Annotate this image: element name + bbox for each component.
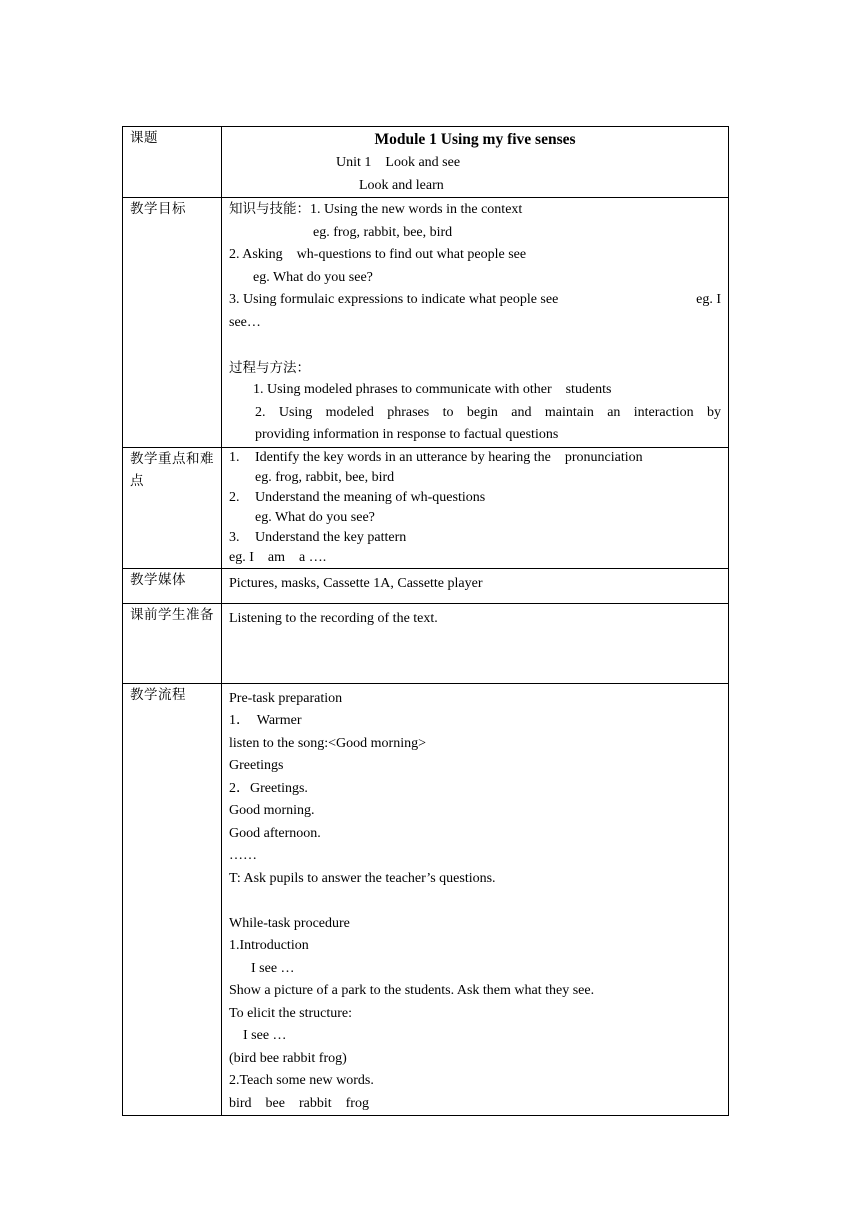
key-points-row <box>123 447 729 568</box>
process-line-2: 2. Using modeled phrases to begin and maintain an interaction by <box>255 404 721 420</box>
objective-line-1 <box>229 198 721 222</box>
key-points-content <box>222 447 729 568</box>
topic-label: 课题 <box>123 127 222 198</box>
flow-line: T: Ask pupils to answer the teacher’s questions. <box>229 870 496 886</box>
flow-line: 1． Warmer <box>229 713 302 728</box>
key-point-2-eg: eg. What do you see? <box>255 509 375 525</box>
flow-line: bird bee rabbit frog <box>229 1095 369 1111</box>
objective-line-5 <box>229 289 721 312</box>
objectives-row <box>123 198 729 448</box>
flow-line: I see … <box>251 960 295 976</box>
media-row <box>123 568 729 603</box>
key-point-1-text: Identify the key words in an utterance by hearing the pronunciation <box>255 449 643 465</box>
objective-5-text: 3. Using formulaic expressions to indicate what people see <box>229 292 559 307</box>
unit-title: Unit 1 Look and see <box>336 155 461 170</box>
key-point-2 <box>229 488 721 508</box>
media-label: 教学媒体 <box>123 568 222 603</box>
flow-line: To elicit the structure: <box>229 1005 353 1021</box>
key-point-3-number: 3. <box>229 529 240 545</box>
key-point-1-eg: eg. frog, rabbit, bee, bird <box>255 469 395 485</box>
flow-row <box>123 683 729 1116</box>
media-content: Pictures, masks, Cassette 1A, Cassette player <box>222 568 729 603</box>
prep-content: Listening to the recording of the text. <box>222 603 729 683</box>
flow-label: 教学流程 <box>123 683 222 1116</box>
objective-line-6: see… <box>229 314 261 330</box>
prep-row <box>123 603 729 683</box>
module-title: Module 1 Using my five senses <box>374 131 576 148</box>
process-line-3: providing information in response to factual questions <box>255 427 559 442</box>
flow-line: Pre-task preparation <box>229 690 343 706</box>
key-points-label: 教学重点和难点 <box>123 447 222 568</box>
knowledge-skills-heading: 知识与技能： <box>229 201 310 217</box>
objective-line-3: 2. Asking wh-questions to find out what people see <box>229 247 527 262</box>
flow-line: 2．Greetings. <box>229 780 308 796</box>
process-line-1: 1. Using modeled phrases to communicate with other students <box>253 382 612 397</box>
key-point-2-number: 2. <box>229 489 240 505</box>
objective-line-4: eg. What do you see? <box>253 269 373 285</box>
key-point-1 <box>229 448 721 468</box>
objectives-label: 教学目标 <box>123 198 222 448</box>
flow-line: 1.Introduction <box>229 938 309 953</box>
flow-content <box>222 683 729 1116</box>
section-title: Look and learn <box>359 177 444 193</box>
flow-line: While-task procedure <box>229 915 350 931</box>
objective-1-text: 1. Using the new words in the context <box>310 202 523 217</box>
prep-label: 课前学生准备 <box>123 603 222 683</box>
flow-line: listen to the song:<Good morning> <box>229 735 427 751</box>
flow-blank-line <box>229 890 721 913</box>
flow-line: Show a picture of a park to the students. Ask them what they see. <box>229 983 595 998</box>
key-point-3-eg: eg. I am a …. <box>229 549 327 565</box>
key-point-3-text: Understand the key pattern <box>255 529 407 545</box>
flow-line: Good morning. <box>229 803 315 818</box>
objectives-content <box>222 198 729 448</box>
blank-line <box>229 334 721 357</box>
lesson-plan-table <box>122 126 729 1116</box>
flow-line: Greetings <box>229 758 284 773</box>
process-methods-heading: 过程与方法： <box>229 359 310 376</box>
flow-line: Good afternoon. <box>229 825 321 841</box>
key-point-1-number: 1. <box>229 449 240 465</box>
objective-line-2: eg. frog, rabbit, bee, bird <box>313 224 453 240</box>
flow-line: (bird bee rabbit frog) <box>229 1050 347 1066</box>
flow-line: 2.Teach some new words. <box>229 1073 374 1088</box>
topic-row <box>123 127 729 198</box>
key-point-3 <box>229 528 721 548</box>
key-point-2-text: Understand the meaning of wh-questions <box>255 489 486 505</box>
flow-line: …… <box>229 848 257 863</box>
topic-content <box>222 127 729 198</box>
objective-5-eg: eg. I <box>696 292 721 307</box>
flow-line: I see … <box>243 1028 287 1043</box>
